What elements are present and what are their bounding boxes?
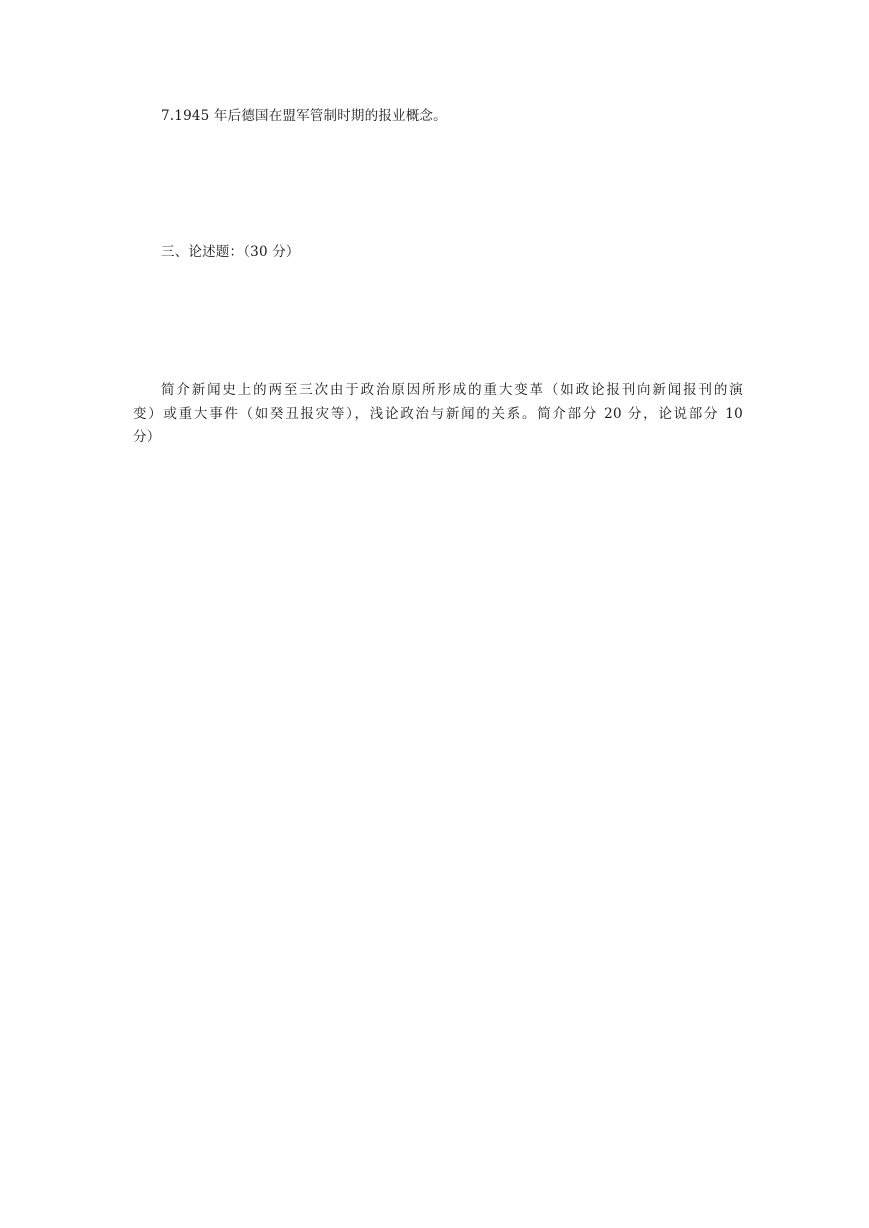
- essay-prompt-paragraph: [133, 379, 743, 450]
- question-7-text: 7.1945 年后德国在盟军管制时期的报业概念。: [161, 108, 447, 124]
- section-3-heading: 三、论述题：（30 分）: [161, 244, 300, 260]
- essay-prompt-line-2: 变）或重大事件（如癸丑报灾等），浅论政治与新闻的关系。简介部分 20 分，论说部分 10: [133, 405, 743, 422]
- essay-prompt-line-3: 分）: [133, 429, 161, 445]
- essay-prompt-line-1: 简介新闻史上的两至三次由于政治原因所形成的重大变革（如政论报刊向新闻报刊的演: [161, 382, 743, 398]
